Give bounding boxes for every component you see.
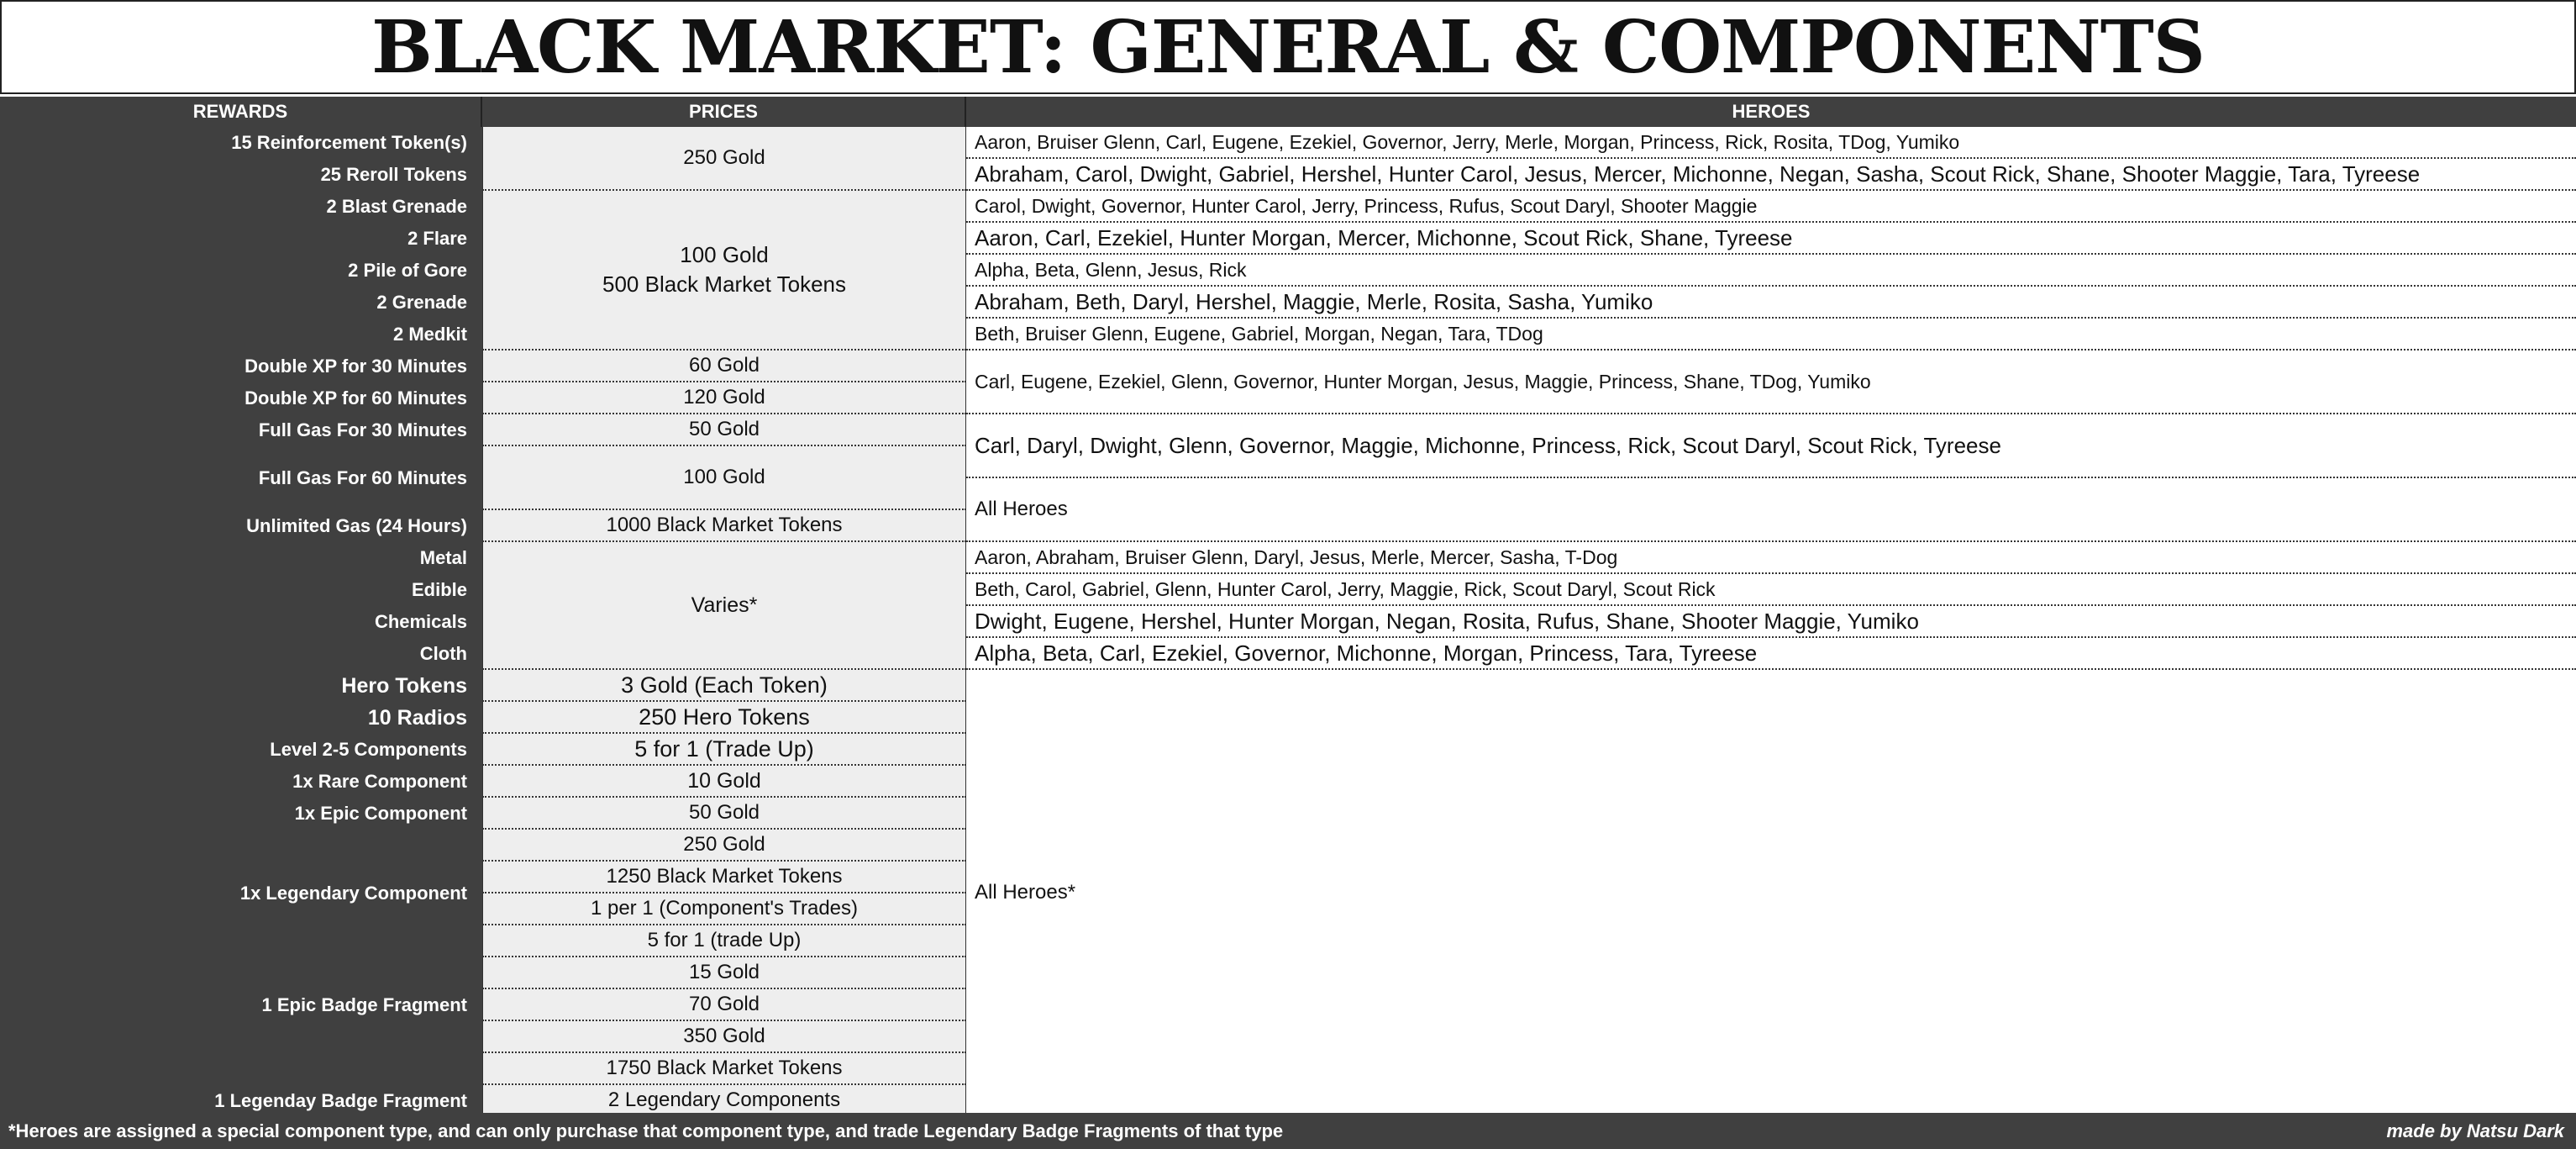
price-cell: 100 Gold xyxy=(482,446,966,510)
price-cell: 350 Gold xyxy=(482,1021,966,1053)
reward-label: 2 Grenade xyxy=(0,287,482,319)
price-line: 500 Black Market Tokens xyxy=(602,271,846,297)
price-cell: 3 Gold (Each Token) xyxy=(482,670,966,702)
heroes-cell: Dwight, Eugene, Hershel, Hunter Morgan, Negan, Rosita, Rufus, Shane, Shooter Maggie, Yumiko xyxy=(966,606,2576,638)
header-heroes: HEROES xyxy=(966,97,2576,127)
heroes-cell: Abraham, Beth, Daryl, Hershel, Maggie, Merle, Rosita, Sasha, Yumiko xyxy=(966,287,2576,319)
reward-label: Double XP for 60 Minutes xyxy=(0,382,482,414)
reward-label: Full Gas For 60 Minutes xyxy=(0,446,482,510)
reward-label: Metal xyxy=(0,542,482,574)
header-rewards: REWARDS xyxy=(0,97,482,127)
heroes-cell: Aaron, Carl, Ezekiel, Hunter Morgan, Mercer, Michonne, Scout Rick, Shane, Tyreese xyxy=(966,223,2576,255)
heroes-cell: Carol, Dwight, Governor, Hunter Carol, Jerry, Princess, Rufus, Scout Daryl, Shooter Maggie xyxy=(966,191,2576,223)
price-cell: 10 Gold xyxy=(482,766,966,798)
heroes-cell: Alpha, Beta, Carl, Ezekiel, Governor, Michonne, Morgan, Princess, Tara, Tyreese xyxy=(966,638,2576,670)
reward-label: 2 Flare xyxy=(0,223,482,255)
price-cell xyxy=(482,191,966,350)
reward-label: Edible xyxy=(0,574,482,606)
footer-note: *Heroes are assigned a special component type, and can only purchase that component type, and trade Legendary Badge Fragments of that type xyxy=(8,1120,1284,1141)
price-cell: 1250 Black Market Tokens xyxy=(482,862,966,893)
price-cell: Varies* xyxy=(482,542,966,670)
price-cell: 50 Gold xyxy=(482,798,966,830)
price-cell: 15 Gold xyxy=(482,957,966,989)
reward-label: 1x Epic Component xyxy=(0,798,482,830)
price-cell: 1000 Black Market Tokens xyxy=(482,510,966,542)
heroes-cell: Aaron, Abraham, Bruiser Glenn, Daryl, Jesus, Merle, Mercer, Sasha, T-Dog xyxy=(966,542,2576,574)
heroes-cell: All Heroes xyxy=(966,478,2576,542)
reward-label: Level 2-5 Components xyxy=(0,734,482,766)
price-cell: 250 Hero Tokens xyxy=(482,702,966,734)
price-cell: 120 Gold xyxy=(482,382,966,414)
heroes-cell: Beth, Carol, Gabriel, Glenn, Hunter Carol, Jerry, Maggie, Rick, Scout Daryl, Scout Rick xyxy=(966,574,2576,606)
heroes-cell: Beth, Bruiser Glenn, Eugene, Gabriel, Morgan, Negan, Tara, TDog xyxy=(966,319,2576,350)
reward-label: Unlimited Gas (24 Hours) xyxy=(0,510,482,542)
price-cell: 250 Gold xyxy=(482,830,966,862)
price-cell: 5 for 1 (trade Up) xyxy=(482,925,966,957)
reward-label: 2 Pile of Gore xyxy=(0,255,482,287)
reward-label: 2 Medkit xyxy=(0,319,482,350)
price-line: 100 Gold xyxy=(680,241,769,267)
footer-credit: made by Natsu Dark xyxy=(2386,1120,2564,1141)
reward-label: Full Gas For 30 Minutes xyxy=(0,414,482,446)
reward-label: 1 Epic Badge Fragment xyxy=(0,957,482,1053)
price-cell: 2 Legendary Components xyxy=(482,1085,966,1117)
reward-label: Double XP for 30 Minutes xyxy=(0,350,482,382)
heroes-cell: Aaron, Bruiser Glenn, Carl, Eugene, Ezekiel, Governor, Jerry, Merle, Morgan, Princess, Rick, Rosita, TDog, Yumiko xyxy=(966,127,2576,159)
reward-label: 1x Legendary Component xyxy=(0,830,482,957)
price-cell: 1 per 1 (Component's Trades) xyxy=(482,893,966,925)
reward-label: Chemicals xyxy=(0,606,482,638)
price-cell: 250 Gold xyxy=(482,127,966,191)
heroes-cell: Carl, Daryl, Dwight, Glenn, Governor, Maggie, Michonne, Princess, Rick, Scout Daryl, Scout Rick, Tyreese xyxy=(966,414,2576,478)
price-cell: 5 for 1 (Trade Up) xyxy=(482,734,966,766)
footer xyxy=(0,1113,2576,1149)
reward-label: Cloth xyxy=(0,638,482,670)
price-cell: 70 Gold xyxy=(482,989,966,1021)
reward-label: 10 Radios xyxy=(0,702,482,734)
reward-label: 1x Rare Component xyxy=(0,766,482,798)
reward-label: 2 Blast Grenade xyxy=(0,191,482,223)
header-prices: PRICES xyxy=(482,97,966,127)
heroes-cell: All Heroes* xyxy=(966,670,2576,1117)
heroes-cell: Alpha, Beta, Glenn, Jesus, Rick xyxy=(966,255,2576,287)
reward-label: 25 Reroll Tokens xyxy=(0,159,482,191)
price-cell: 50 Gold xyxy=(482,414,966,446)
heroes-cell: Carl, Eugene, Ezekiel, Glenn, Governor, Hunter Morgan, Jesus, Maggie, Princess, Shane, TDog, Yumiko xyxy=(966,350,2576,414)
heroes-cell: Abraham, Carol, Dwight, Gabriel, Hershel, Hunter Carol, Jesus, Mercer, Michonne, Negan, Sasha, Scout Rick, Shane, Shooter Maggie, Tara, Tyreese xyxy=(966,159,2576,191)
reward-label: Hero Tokens xyxy=(0,670,482,702)
market-table xyxy=(0,97,2576,1113)
price-cell: 1750 Black Market Tokens xyxy=(482,1053,966,1085)
sheet-title: BLACK MARKET: GENERAL & COMPONENTS xyxy=(0,0,2576,94)
price-cell: 60 Gold xyxy=(482,350,966,382)
reward-label: 1 Legenday Badge Fragment xyxy=(0,1053,482,1149)
reward-label: 15 Reinforcement Token(s) xyxy=(0,127,482,159)
